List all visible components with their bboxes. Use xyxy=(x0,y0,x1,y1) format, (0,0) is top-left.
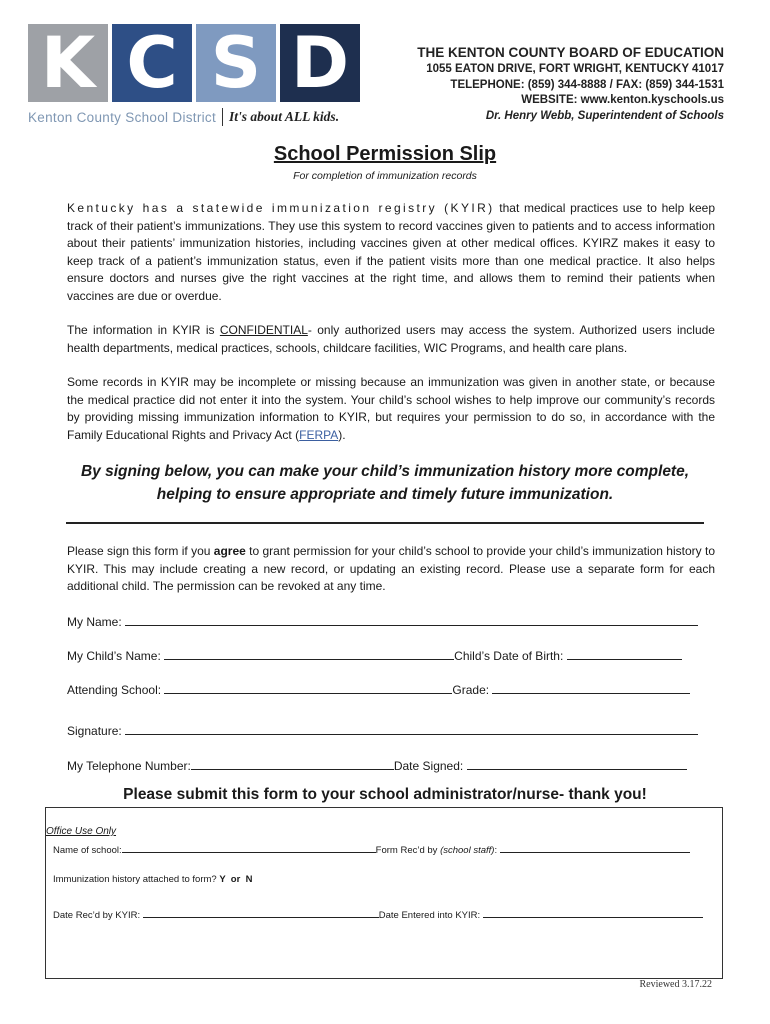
child-name-label: My Child’s Name: xyxy=(67,649,161,663)
signature-label: Signature: xyxy=(67,724,122,738)
form-recd-line[interactable] xyxy=(500,842,690,853)
kyir-intro-text: that medical practices use to help keep track of their patient’s immunizations. They use this system to record vaccines given to patients and to access information about their patients’ immunization histories, including vaccines given at other medical offices. KYIRZ makes it easy to keep track of a patient’s immunization status, even if the patient visits more than one medical practice. It also helps ensure doctors and nurses give the right vaccines at the right time, and allows them to remind their patients when vaccines are due or overdue. xyxy=(67,201,715,303)
paragraph-confidential xyxy=(67,322,715,357)
phone-line[interactable] xyxy=(191,757,394,770)
board-website: WEBSITE: www.kenton.kyschools.us xyxy=(521,94,724,106)
superintendent-title: , Superintendent of Schools xyxy=(571,109,724,122)
office-attached-field xyxy=(53,874,252,885)
field-school xyxy=(67,681,690,698)
form-recd-colon: : xyxy=(494,845,498,856)
child-name-line[interactable] xyxy=(164,647,454,660)
logo-letter-d: D xyxy=(280,24,360,102)
page-title: School Permission Slip xyxy=(273,143,497,165)
date-entered-line[interactable] xyxy=(483,907,703,918)
superintendent xyxy=(417,109,724,125)
submit-instruction: Please submit this form to your school administrator/nurse- thank you! xyxy=(123,786,647,803)
office-school-field xyxy=(53,842,690,856)
superintendent-name: Dr. Henry Webb xyxy=(485,109,572,122)
section-divider xyxy=(66,522,704,524)
attached-yes[interactable]: Y xyxy=(219,874,226,885)
date-recd-label: Date Rec’d by KYIR: xyxy=(53,910,141,921)
board-address: 1055 EATON DRIVE, FORT WRIGHT, KENTUCKY 41017 xyxy=(426,63,724,75)
school-line[interactable] xyxy=(164,681,452,694)
logo-letter-c: C xyxy=(112,24,192,102)
signing-callout xyxy=(40,460,730,506)
date-signed-line[interactable] xyxy=(467,757,687,770)
signature-line[interactable] xyxy=(125,722,698,735)
paragraph-kyir-intro xyxy=(67,200,715,305)
logo-letters xyxy=(28,24,364,102)
instructions-after: to grant permission for your child’s school to provide your child’s immunization history to KYIR. This may include creating a new record, or updating an existing record. Please use a separate form for each additional child. The permission can be revoked at any time. xyxy=(67,544,716,593)
form-recd-label: Form Rec’d by xyxy=(375,845,441,856)
grade-line[interactable] xyxy=(492,681,690,694)
grade-label: Grade: xyxy=(452,683,490,697)
logo-tagline xyxy=(28,108,364,126)
logo-letter-k: K xyxy=(28,24,108,102)
board-name: THE KENTON COUNTY BOARD OF EDUCATION xyxy=(417,45,724,60)
callout-line-2: helping to ensure appropriate and timely future immunization. xyxy=(156,486,614,503)
letterhead xyxy=(417,44,724,124)
confidential-word: CONFIDENTIAL xyxy=(219,323,308,337)
office-use-heading: Office Use Only xyxy=(46,826,117,837)
attached-or: or xyxy=(225,874,246,885)
date-recd-line[interactable] xyxy=(143,907,379,918)
board-phone: TELEPHONE: (859) 344-8888 / FAX: (859) 344-1531 xyxy=(450,78,724,91)
instructions-before: Please sign this form if you xyxy=(67,544,214,558)
my-name-line[interactable] xyxy=(125,613,698,626)
district-logo xyxy=(28,24,364,130)
confidential-before: The information in KYIR is xyxy=(67,323,220,337)
office-school-line[interactable] xyxy=(122,842,376,853)
logo-district-name: Kenton County School District xyxy=(28,109,217,125)
office-kyir-dates xyxy=(53,907,703,921)
logo-motto: It's about ALL kids. xyxy=(229,109,340,124)
attached-no[interactable]: N xyxy=(245,874,253,885)
confidential-after: - only authorized users may access the system. Authorized users include health departments, medical practices, schools, childcare facilities, WIC Programs, and health care plans. xyxy=(67,323,715,355)
paragraph-instructions xyxy=(67,543,715,596)
child-dob-line[interactable] xyxy=(567,647,682,660)
missing-after: ). xyxy=(338,427,346,442)
kyir-lead: Kentucky has a statewide immunization registry (KYIR) xyxy=(67,201,495,215)
callout-line-1: By signing below, you can make your child’s immunization history more complete, xyxy=(80,463,690,480)
reviewed-date: Reviewed 3.17.22 xyxy=(639,979,712,990)
ferpa-link[interactable]: FERPA xyxy=(299,427,339,442)
paragraph-missing-records xyxy=(67,374,715,444)
phone-label: My Telephone Number: xyxy=(67,759,191,773)
office-school-label: Name of school: xyxy=(53,845,122,856)
date-signed-label: Date Signed: xyxy=(393,759,464,773)
field-phone xyxy=(67,757,687,774)
my-name-label: My Name: xyxy=(67,615,122,629)
form-recd-note: (school staff) xyxy=(440,845,495,856)
field-signature xyxy=(67,722,698,739)
agree-word: agree xyxy=(213,544,246,558)
school-label: Attending School: xyxy=(67,683,162,697)
missing-before: Some records in KYIR may be incomplete or missing because an immunization was given in another state, or because the medical practice did not enter it into the system. Your child’s school wishes to help improve our community’s records by providing missing immunization information to KYIR, but requires your permission to do so, in accordance with the Family Educational Rights and Privacy Act ( xyxy=(67,375,715,442)
attached-label: Immunization history attached to form? xyxy=(53,874,220,885)
office-use-box xyxy=(45,807,723,979)
field-child-name xyxy=(67,647,682,664)
page-subtitle: For completion of immunization records xyxy=(293,170,477,182)
child-dob-label: Child’s Date of Birth: xyxy=(454,649,564,663)
logo-letter-s: S xyxy=(196,24,276,102)
field-my-name xyxy=(67,613,698,630)
logo-divider xyxy=(222,108,223,126)
date-entered-label: Date Entered into KYIR: xyxy=(378,910,481,921)
